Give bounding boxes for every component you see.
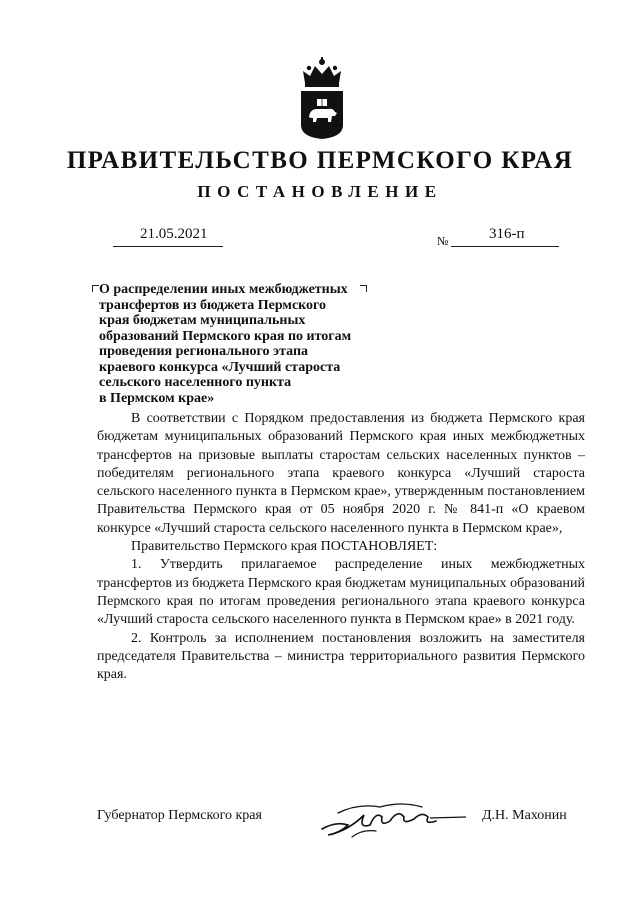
heading-line: в Пермском крае» [99,390,215,406]
document-body [97,410,585,684]
heading-line: краевого конкурса «Лучший староста [99,359,341,375]
document-number: 316-п [489,226,525,242]
signature-icon [318,795,468,839]
body-paragraph: 2. Контроль за исполнением постановления возложить на заместителя председателя Правительства – министра территориального развития Пермского края. [97,630,585,683]
document-type: ПОСТАНОВЛЕНИЕ [197,182,443,201]
document-heading [99,282,389,406]
coat-of-arms-icon [297,55,347,140]
heading-line: проведения регионального этапа [99,344,309,359]
body-paragraph: В соответствии с Порядком предоставления из бюджета Пермского края бюджетам муниципальных образований Пермского края иных межбюджетных трансфертов на призовые выплаты старостам сельских населенных пунктов – победителям регионального этапа краевого конкурса «Лучший староста сельского населенного пункта в Пермском крае», утвержденным постановлением Правительства Пермского края от 05 ноября 2020 г. № 841-п «О краевом конкурсе «Лучший староста сельского населенного пункта в Пермском крае», [97,411,585,536]
body-paragraph: 1. Утвердить прилагаемое распределение иных межбюджетных трансфертов из бюджета Пермского края бюджетам муниципальных образований Пермского края по итогам проведения регионального этапа краевого конкурса «Лучший староста сельского населенного пункта в Пермском крае» в 2021 году. [97,557,585,628]
heading-line: образований Пермского края по итогам [99,328,352,344]
date-underline [113,246,223,247]
number-sign: № [437,234,449,248]
body-paragraph: Правительство Пермского края ПОСТАНОВЛЯЕТ: [131,539,438,555]
heading-line: трансфертов из бюджета Пермского [99,297,327,313]
signatory-name: Д.Н. Махонин [482,808,567,823]
document-date: 21.05.2021 [140,226,208,242]
heading-corner-left [92,285,99,292]
number-underline [451,246,559,247]
heading-line: О распределении иных межбюджетных [99,282,348,297]
heading-line: края бюджетам муниципальных [99,313,306,328]
signatory-position: Губернатор Пермского края [97,808,262,823]
government-title: ПРАВИТЕЛЬСТВО ПЕРМСКОГО КРАЯ [66,147,574,174]
heading-line: сельского населенного пункта [99,375,292,390]
